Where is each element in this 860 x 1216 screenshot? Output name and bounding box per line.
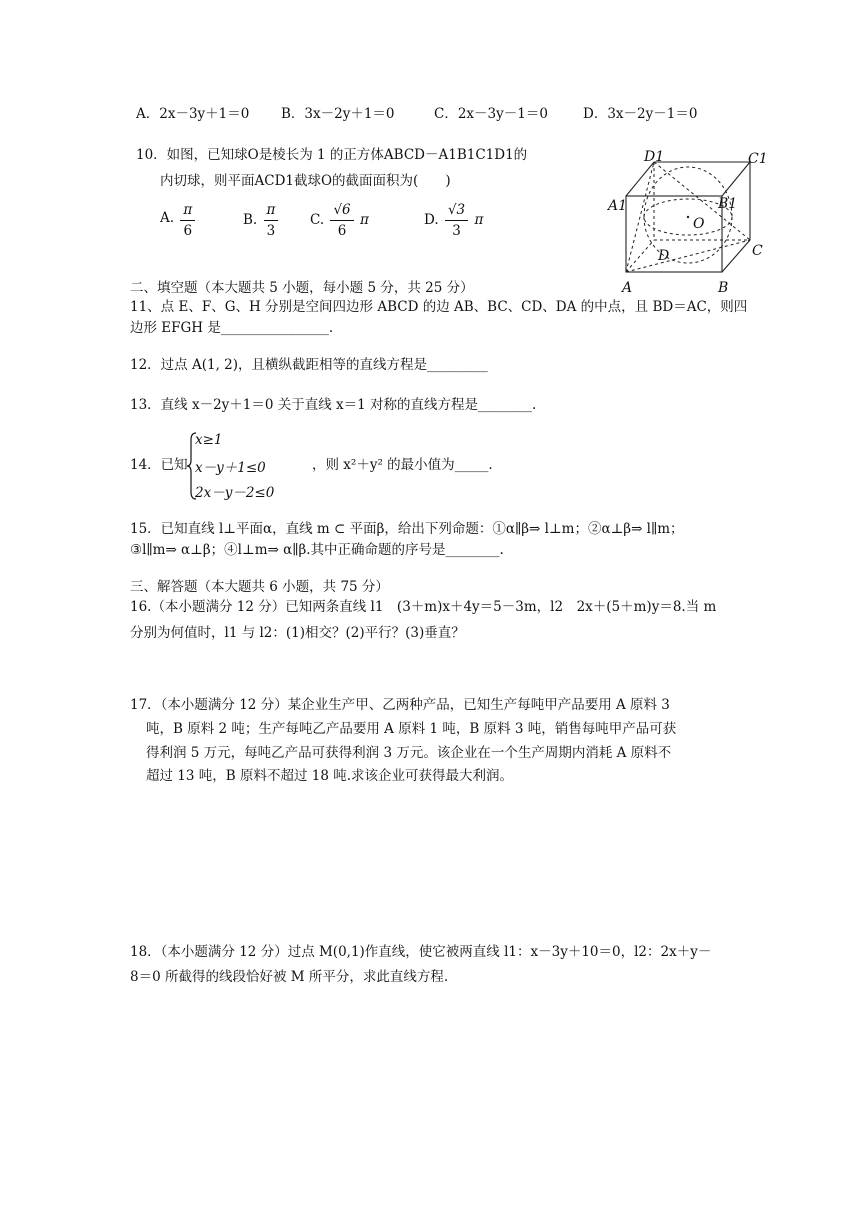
q10-option-b bbox=[243, 200, 280, 241]
label-a: A bbox=[622, 280, 633, 296]
label-d: D bbox=[658, 248, 670, 264]
q10-option-b-numerator: π bbox=[264, 200, 279, 221]
label-b1: B1 bbox=[718, 196, 738, 212]
q16-line1: 16.（本小题满分 12 分）已知两条直线 l1 (3＋m)x＋4y＝5－3m，l2 2x＋(5＋m)y＝8.当 m bbox=[130, 599, 717, 615]
label-a1: A1 bbox=[608, 198, 628, 214]
section2-heading: 二、填空题（本大题共 5 小题，每小题 5 分，共 25 分） bbox=[130, 280, 474, 296]
cube-edge-a1-d1 bbox=[626, 162, 654, 196]
q13-text: 13．直线 x－2y＋1＝0 关于直线 x＝1 对称的直线方程是________. bbox=[130, 397, 537, 413]
q11-line2: 边形 EFGH 是________________. bbox=[130, 320, 334, 336]
q10-option-d-fraction bbox=[445, 200, 468, 241]
q17-line3: 得利润 5 万元，每吨乙产品可获得利润 3 万元。该企业在一个生产周期内消耗 A 原料不 bbox=[146, 745, 672, 761]
cube-hidden-edge-a-d bbox=[626, 240, 654, 272]
sphere-center-dot bbox=[687, 216, 689, 218]
q10-option-d-label: D. bbox=[424, 212, 439, 228]
q10-option-c-label: C. bbox=[310, 212, 325, 228]
q10-option-c-pi: π bbox=[359, 212, 369, 228]
q9-option-d: D．3x－2y－1＝0 bbox=[583, 106, 698, 122]
q10-option-c bbox=[310, 200, 369, 241]
q10-option-d-pi: π bbox=[474, 212, 484, 228]
q10-option-d bbox=[424, 200, 483, 241]
q10-option-a-numerator: π bbox=[180, 200, 195, 221]
q10-option-c-fraction bbox=[330, 200, 353, 241]
q9-option-b: B．3x－2y＋1＝0 bbox=[281, 106, 395, 122]
q10-option-c-denominator: 6 bbox=[337, 223, 347, 239]
q10-option-a bbox=[160, 200, 197, 241]
label-d1: D1 bbox=[644, 149, 665, 165]
q14-inequality-1: x≥1 bbox=[195, 432, 223, 448]
q17-line4: 超过 13 吨，B 原料不超过 18 吨.求该企业可获得最大利润。 bbox=[146, 768, 514, 784]
q10-option-c-numerator: √6 bbox=[330, 200, 353, 221]
label-c: C bbox=[752, 243, 763, 259]
section3-heading: 三、解答题（本大题共 6 小题，共 75 分） bbox=[130, 579, 389, 595]
q10-option-b-denominator: 3 bbox=[266, 223, 276, 239]
cube-figure bbox=[600, 148, 775, 298]
q14-suffix: ，则 x²＋y² 的最小值为_____. bbox=[312, 457, 493, 473]
cube-diagram bbox=[600, 148, 775, 298]
q17-line2: 吨，B 原料 2 吨；生产每吨乙产品要用 A 原料 1 吨，B 原料 3 吨，销售每吨甲产品可获 bbox=[146, 721, 677, 737]
q17-line1: 17．（本小题满分 12 分）某企业生产甲、乙两种产品，已知生产每吨甲产品要用 A 原料 3 bbox=[130, 697, 670, 713]
q10-option-b-label: B. bbox=[243, 212, 258, 228]
q10-option-a-label: A. bbox=[160, 210, 175, 226]
plane-edge-a-c bbox=[626, 240, 750, 272]
cube-edge-b-c bbox=[722, 240, 750, 272]
cube-edge-b1-c1 bbox=[722, 162, 750, 196]
q14-prefix: 14．已知 bbox=[130, 457, 188, 473]
q10-option-d-numerator: √3 bbox=[445, 200, 468, 221]
q14-inequality-2: x－y＋1≤0 bbox=[195, 460, 266, 476]
label-o: O bbox=[693, 216, 705, 232]
q18-line1: 18．（本小题满分 12 分）过点 M(0,1)作直线，使它被两直线 l1：x－3y＋10＝0，l2：2x＋y－ bbox=[130, 944, 712, 960]
q15-line2: ③l∥m⇒ α⊥β；④l⊥m⇒ α∥β.其中正确命题的序号是________. bbox=[130, 542, 504, 558]
q10-text-line2: 内切球，则平面ACD1截球O的截面面积为( ) bbox=[160, 173, 451, 189]
q10-option-a-denominator: 6 bbox=[183, 223, 193, 239]
q15-line1: 15．已知直线 l⊥平面α，直线 m ⊂ 平面β，给出下列命题：①α∥β⇒ l⊥m；②α⊥β⇒ l∥m； bbox=[130, 521, 684, 537]
q10-option-d-denominator: 3 bbox=[452, 223, 461, 239]
q18-line2: 8＝0 所截得的线段恰好被 M 所平分，求此直线方程. bbox=[130, 969, 449, 985]
q16-line2: 分别为何值时，l1 与 l2：(1)相交？(2)平行？(3)垂直？ bbox=[130, 625, 465, 641]
q10-text-line1: 10．如图，已知球O是棱长为 1 的正方体ABCD－A1B1C1D1的 bbox=[136, 147, 528, 163]
q11-line1: 11、点 E、F、G、H 分别是空间四边形 ABCD 的边 AB、BC、CD、DA 的中点，且 BD＝AC，则四 bbox=[130, 299, 748, 315]
q14-inequality-system bbox=[187, 432, 297, 500]
q9-option-a: A．2x－3y＋1＝0 bbox=[136, 106, 250, 122]
label-c1: C1 bbox=[748, 151, 768, 167]
q12-text: 12．过点 A(1, 2)，且横纵截距相等的直线方程是_________ bbox=[130, 357, 488, 373]
label-b: B bbox=[718, 280, 729, 296]
q10-option-b-fraction bbox=[264, 200, 279, 241]
q9-option-c: C．2x－3y－1＝0 bbox=[434, 106, 548, 122]
q10-option-a-fraction bbox=[180, 200, 195, 241]
q14-inequality-3: 2x－y－2≤0 bbox=[195, 485, 275, 501]
